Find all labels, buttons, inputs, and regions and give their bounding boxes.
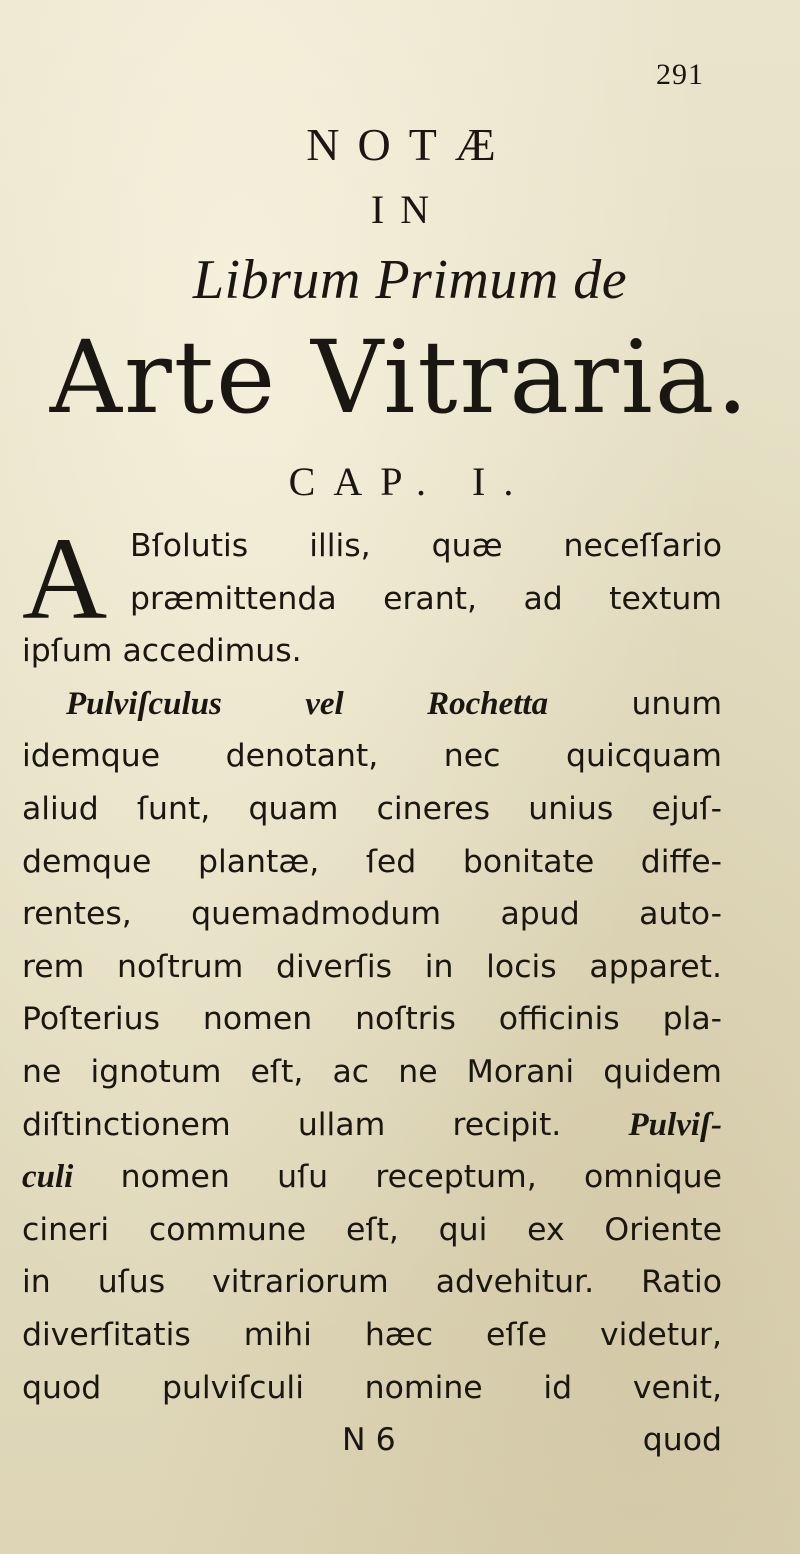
italic-term: Pulviſculus [66,685,222,722]
italic-term: Rochetta [427,685,549,722]
text-line: præmittenda erant, ad textum [130,580,722,617]
text-line: quod pulviſculi nomine id venit, [22,1369,722,1406]
page-footer [22,1414,722,1467]
title-arte-vitraria: Arte Vitraria. [49,319,751,436]
drop-cap: A [22,513,108,644]
text-line [22,1099,722,1152]
text-line: ne ignotum eſt, ac ne Morani quidem [22,1053,722,1090]
signature-mark: N 6 [342,1422,396,1459]
text-line: ipſum accedimus. [22,633,302,670]
text-fragment: diſtinctionem ullam recipit. [22,1106,562,1143]
body-text [22,513,723,1467]
text-line: cineri commune eſt, qui ex Oriente [22,1211,722,1248]
italic-term: Pulviſ- [628,1106,722,1143]
page-number: 291 [656,58,704,91]
italic-term: culi [22,1159,74,1196]
text-line: rentes, quemadmodum apud auto- [22,896,722,933]
title-in: IN [370,187,446,232]
text-fragment: unum [631,685,723,722]
paragraph-2 [22,678,722,1414]
italic-term: vel [305,685,344,722]
text-line [22,1151,722,1204]
text-line [22,678,722,731]
paragraph-1 [22,513,722,678]
text-line: Bſolutis illis, quæ neceſſario [130,528,722,564]
text-line: Poſterius nomen noſtris officinis pla- [22,1001,722,1038]
text-fragment: nomen uſu receptum, omnique [120,1159,723,1196]
title-notae: NOTÆ [306,119,514,170]
catchword: quod [642,1422,722,1459]
chapter-heading: CAP. I. [288,459,532,504]
title-librum: Librum Primum de [192,249,628,311]
text-line: diverſitatis mihi hæc eſſe videtur, [22,1316,722,1353]
text-line: in uſus vitrariorum advehitur. Ratio [22,1264,722,1301]
text-line: aliud ſunt, quam cineres unius ejuſ- [22,790,722,827]
text-line: rem noſtrum diverſis in locis apparet. [22,948,722,985]
text-line: idemque denotant, nec quicquam [22,738,722,775]
text-line: demque plantæ, ſed bonitate diffe- [22,843,722,880]
